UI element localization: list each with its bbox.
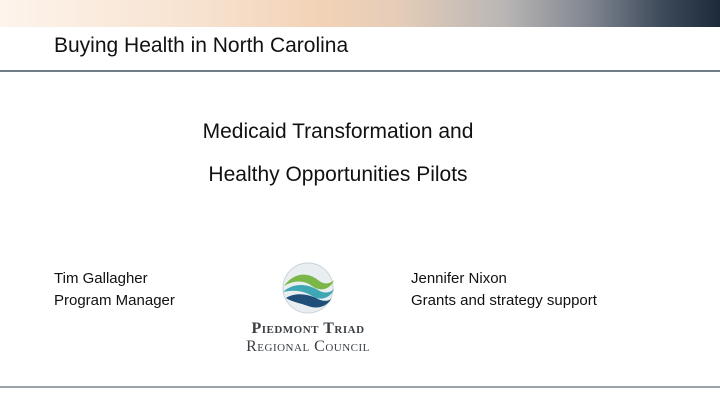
header-divider: [0, 70, 720, 72]
decorative-top-band: [0, 0, 720, 27]
logo-text-line2: Regional Council: [246, 338, 370, 355]
presenter-left: [54, 268, 175, 312]
slide-title-line2: Healthy Opportunities Pilots: [208, 163, 468, 186]
slide-title-line1: Medicaid Transformation and: [202, 120, 474, 143]
presenter-right: [411, 268, 597, 312]
organization-logo: [228, 262, 388, 356]
logo-text-line1: Piedmont Triad: [251, 320, 365, 337]
page-title: Buying Health in North Carolina: [54, 34, 349, 57]
wave-emblem-icon: [278, 262, 338, 318]
presenter-role: Grants and strategy support: [411, 292, 597, 309]
footer-divider: [0, 386, 720, 388]
presenter-name: Tim Gallagher: [54, 270, 148, 287]
presenter-role: Program Manager: [54, 292, 175, 309]
presenter-name: Jennifer Nixon: [411, 270, 507, 287]
